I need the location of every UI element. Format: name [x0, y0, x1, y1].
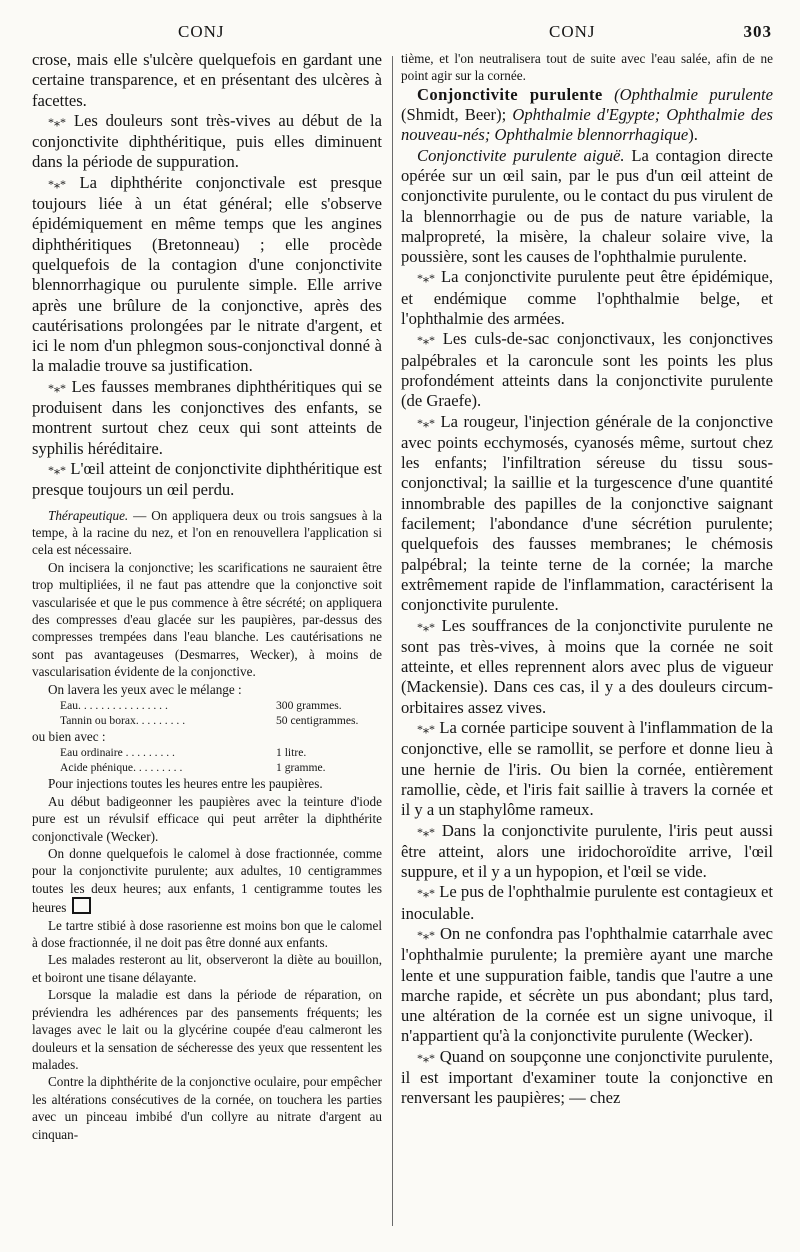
paragraph: [32, 459, 382, 501]
asterism: *⁎*: [48, 380, 66, 395]
paragraph: On lavera les yeux avec le mélange :: [48, 681, 242, 697]
paragraph: [401, 146, 773, 268]
paragraph: [401, 1047, 773, 1109]
paragraph: [401, 412, 773, 616]
authors: (Shmidt, Beer);: [401, 105, 513, 125]
paragraph: Lorsque la maladie est dans la période de réparation, on préviendra les adhérences par des pansements fréquents; les lavages avec le lait ou la glycérine coupée d'eau calmeront les douleurs et la sensation de sécheresse des yeux que ressentent les malades.: [32, 987, 382, 1072]
section-label: Thérapeutique.: [48, 507, 129, 523]
quantity: 50 centigrammes.: [276, 714, 359, 727]
quantity: 1 litre.: [276, 746, 307, 760]
prescription-row: [60, 713, 380, 728]
paragraph-text: La diphthérite conjonctivale est presque toujours liée à un état général; elle s'observe épidémiquement en même temps que les angines diphthéritiques (Bretonneau) ; elle procède quelquefois de la contagion d'une conjonctivite blennorrhagique ou purulente simple. Elle arrive après une brûlure de la conjonctive, après des cautérisations prolongées par le nitrate d'argent, et ici le nom d'un phlegmon sous-conjonctival donné à la maladie trouve sa justification.: [32, 172, 382, 376]
asterism: *⁎*: [417, 886, 435, 901]
paragraph-text: Le pus de l'ophthalmie purulente est contagieux et inoculable.: [401, 882, 773, 923]
paragraph: [401, 267, 773, 329]
paragraph: [32, 377, 382, 459]
prescription-row: [60, 745, 380, 760]
column-divider: [392, 56, 393, 1226]
asterism: *⁎*: [417, 722, 435, 737]
paragraph: Au début badigeonner les paupières avec la teinture d'iode pure est un révulsif efficace qui peut arrêter la diphthérite conjonctivale (Wecker).: [32, 793, 382, 844]
paragraph-text: On donne quelquefois le calomel à dose fractionnée, comme pour la conjonctivite purulente; aux adultes, 10 centigrammes toutes les deux heures; aux enfants, 1 centigramme toutes les heures: [32, 846, 382, 916]
asterism: *⁎*: [48, 114, 66, 129]
box-glyph: [72, 897, 91, 914]
asterism: *⁎*: [417, 271, 435, 286]
paragraph: [32, 173, 382, 377]
paragraph-text: — On appliquera deux ou trois sangsues à la tempe, à la racine du nez, et l'on en renouvellera l'application si cela est nécessaire.: [32, 507, 382, 558]
prescription-row: [60, 760, 380, 775]
asterism: *⁎*: [48, 176, 66, 191]
paragraph: On incisera la conjonctive; les scarifications ne sauraient être trop multipliées, il ne faut pas attendre que la conjonctive soit vascularisée et que le pus commence à être sécrété; on appliquera des compresses d'eau glacée sur les paupières, par-dessus des compresses trempées dans l'eau blanche. Les cautérisations ne sont pas avantageuses (Desmarres, Wecker), à moins de vascularisation évidente de la conjonctive.: [32, 559, 382, 680]
asterism: *⁎*: [417, 927, 435, 942]
quantity: 1 gramme.: [276, 761, 326, 775]
paragraph-text: Les culs-de-sac conjonctivaux, les conjonctives palpébrales et la caroncule sont les points les plus profondément atteints dans la conjonctivite purulente (de Graefe).: [401, 329, 773, 411]
paragraph: [401, 329, 773, 411]
paragraph-text: Les fausses membranes diphthéritiques qui se produisent dans les conjonctives des enfants, se montrent surtout chez ceux qui sont atteints de syphilis héréditaire.: [32, 376, 382, 458]
synonym: (Ophthalmie purulente: [614, 84, 773, 104]
section-heading: [401, 85, 773, 146]
ingredient: Tannin ou borax. . . . . . . . .: [60, 714, 186, 727]
right-column: [401, 50, 773, 1109]
asterism: *⁎*: [417, 333, 435, 348]
paragraph: Les malades resteront au lit, observeront la diète au bouillon, et boiront une tisane délayante.: [32, 952, 382, 985]
ingredient: Eau ordinaire . . . . . . . . .: [60, 746, 175, 760]
running-head-left: CONJ: [178, 22, 225, 41]
heading-title: Conjonctivite purulente: [417, 84, 603, 104]
prescription-table: [60, 745, 380, 775]
paragraph: [401, 718, 773, 820]
paragraph: [401, 924, 773, 1047]
paragraph-text: Dans la conjonctivite purulente, l'iris peut aussi être atteint, alors une iridochoroïdite arrive, l'œil suppure, et il y a un hypopion, et l'œil se vide.: [401, 820, 773, 882]
paragraph-text: La contagion directe opérée sur un œil sain, par le pus d'un œil atteint de conjonctivite purulente, ou le contact du pus virulent de la blennorrhagie ou de pus de nature variable, la malpropreté, la misère, la chaleur solaire vive, la poussière, sont les causes de l'ophthalmie purulente.: [401, 145, 773, 267]
paragraph-text: La cornée participe souvent à l'inflammation de la conjonctive, elle se ramollit, se perfore et donne lieu à une hernie de l'iris. Ou bien la cornée, entièrement ramollie, cède, et l'iris fait saillie à travers la cornée et il y a un staphylôme rameux.: [401, 718, 773, 820]
paragraph: [32, 845, 382, 917]
paragraph: Pour injections toutes les heures entre les paupières.: [48, 776, 323, 792]
synonyms: Ophthalmie d'Egypte; Ophthalmie des nouveau-nés; Ophthalmie blennorrhagique: [401, 105, 773, 145]
prescription-table: [60, 698, 380, 728]
paragraph: Le tartre stibié à dose rasorienne est moins bon que le calomel à dose fractionnée, il ne doit pas être donné aux enfants.: [32, 917, 382, 951]
paragraph: [401, 821, 773, 883]
paragraph: Contre la diphthérite de la conjonctive oculaire, pour empêcher les altérations consécutives de la cornée, on touchera les parties avec un pinceau imbibé d'un collyre au nitrate d'argent au cinquan-: [32, 1074, 382, 1142]
quantity: 300 grammes.: [276, 699, 342, 712]
paragraph-text: Les souffrances de la conjonctivite purulente ne sont pas très-vives, à moins que la cornée ne soit atteinte, et elles reprennent alors avec plus de vigueur (Mackensie). Dans ces cas, il y a des douleurs circum-orbitaires assez vives.: [401, 615, 773, 717]
closing: ).: [688, 125, 698, 145]
subheading: Conjonctivite purulente aiguë.: [417, 145, 625, 165]
paragraph: ou bien avec :: [32, 729, 106, 744]
paragraph: [401, 616, 773, 718]
asterism: *⁎*: [417, 1050, 435, 1065]
paragraph-text: On ne confondra pas l'ophthalmie catarrhale avec l'ophthalmie purulente; la première ayant une marche lente et une suppuration faible, tandis que l'autre a une marche rapide, et sécrète un pus abondant; plus tard, une altération de la cornée est un signe univoque, il n'appartient qu'à la conjonctivite purulente (Wecker).: [401, 923, 773, 1046]
paragraph: tième, et l'on neutralisera tout de suite avec l'eau salée, afin de ne point agir sur la cornée.: [401, 51, 773, 84]
asterism: *⁎*: [417, 619, 435, 634]
asterism: *⁎*: [417, 824, 435, 839]
paragraph-text: La conjonctivite purulente peut être épidémique, et endémique comme l'ophthalmie belge, et l'ophthalmie des armées.: [401, 267, 773, 329]
asterism: *⁎*: [48, 462, 66, 477]
left-column: [32, 50, 382, 1143]
ingredient: Acide phénique. . . . . . . . .: [60, 761, 183, 775]
paragraph: [32, 111, 382, 173]
page-number: 303: [743, 22, 772, 41]
paragraph-text: L'œil atteint de conjonctivite diphthéritique est presque toujours un œil perdu.: [32, 458, 382, 500]
ingredient: Eau. . . . . . . . . . . . . . . .: [60, 699, 168, 712]
asterism: *⁎*: [417, 415, 435, 430]
paragraph: crose, mais elle s'ulcère quelquefois en gardant une certaine transparence, et en présentant des ulcères à facettes.: [32, 50, 382, 110]
paragraph-text: Les douleurs sont très-vives au début de la conjonctivite diphthéritique, puis elles diminuent dans la période de suppuration.: [32, 110, 383, 172]
prescription-row: [60, 698, 380, 713]
paragraph-text: Quand on soupçonne une conjonctivite purulente, il est important d'examiner toute la conjonctive en renversant les paupières; — chez: [401, 1046, 773, 1108]
paragraph-text: La rougeur, l'injection générale de la conjonctive avec points ecchymosés, cyanosés même, surtout chez les enfants; l'infiltration séreuse du tissu sous-conjonctival; la saillie et la turgescence d'une quantité innombrable des papilles de la conjonctive saignant facilement; l'abondance d'une sécrétion purulente; quelquefois des fausses membranes; le chémosis palpébral; la teinte terne de la cornée; la marche extrêmement rapide de l'inflammation, caractérisent la conjonctivite purulente.: [401, 411, 773, 615]
paragraph: [401, 882, 773, 924]
running-head-right: CONJ: [549, 22, 596, 41]
therapeutique-paragraph: [32, 507, 382, 559]
